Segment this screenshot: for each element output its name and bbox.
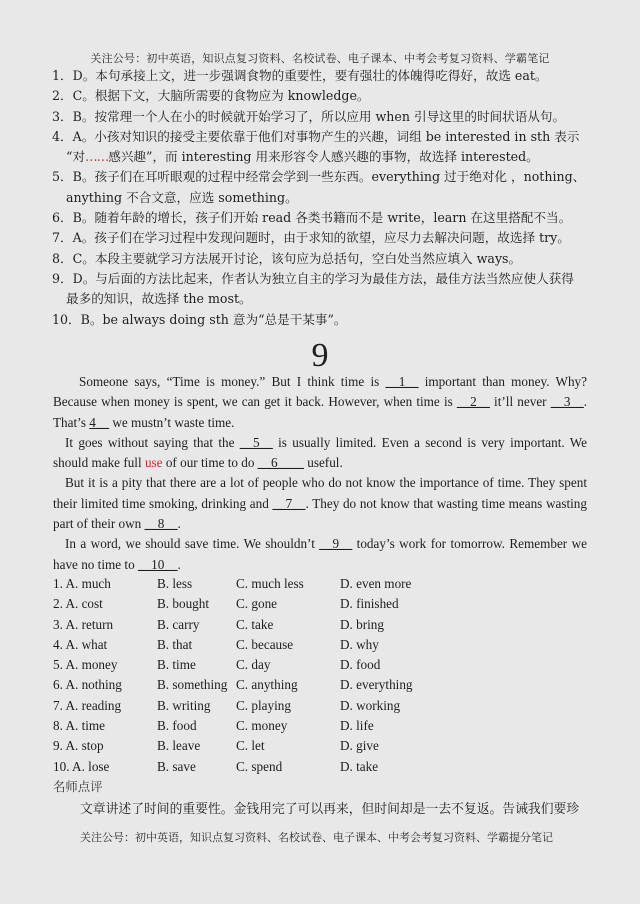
passage-text: we mustn’t waste time. xyxy=(109,414,235,430)
option-d: D. why xyxy=(340,636,379,652)
passage-text: . They do not know that wasting time means wasting part of their own xyxy=(53,495,587,532)
option-d: D. even more xyxy=(340,576,412,591)
option-row xyxy=(53,736,460,756)
blank-5: __5__ xyxy=(239,434,273,450)
blank-8: __8__ xyxy=(144,516,178,532)
answer-text: 9．D。与后面的方法比起来，作者认为独立自主的学习为最佳方法，最佳方法当然应使人获得 xyxy=(52,270,574,286)
section-number: 9 xyxy=(311,337,329,374)
option-row xyxy=(53,655,460,675)
option-a: 8. A. time xyxy=(53,718,106,734)
option-a: 3. A. return xyxy=(53,616,114,632)
option-d: D. food xyxy=(340,657,381,673)
blank-9: __9__ xyxy=(319,536,353,552)
answer-text: “对 xyxy=(66,149,86,165)
passage-text: of our time to do xyxy=(162,455,258,471)
passage-text: . xyxy=(177,556,181,572)
answer-text: 2．C。根据下文，大脑所需要的食物应为 knowledge。 xyxy=(52,88,370,104)
option-row xyxy=(53,615,460,635)
answer-item xyxy=(52,107,612,127)
option-c: C. take xyxy=(236,616,274,632)
option-b: B. time xyxy=(157,657,196,673)
teacher-comment-title: 名师点评 xyxy=(53,779,103,794)
answer-text: 10．B。be always doing sth 意为“总是干某事”。 xyxy=(52,311,347,327)
blank-1: __1__ xyxy=(385,374,419,389)
option-row xyxy=(53,635,460,655)
option-d: D. working xyxy=(340,697,401,713)
passage-text: In a word, we should save time. We shouldn’t xyxy=(65,536,320,552)
answer-continuation: 最多的知识，故选择 the most。 xyxy=(66,291,252,307)
option-d: D. finished xyxy=(340,596,399,612)
option-b: B. that xyxy=(157,636,193,652)
answer-item xyxy=(52,310,612,330)
answer-text: 6．B。随着年龄的增长，孩子们开始 read 各类书籍而不是 write，learn 在这里搭配不当。 xyxy=(52,210,572,226)
option-d: D. take xyxy=(340,758,379,774)
option-b: B. less xyxy=(157,576,193,591)
footer-note: 关注公号：初中英语，知识点复习资料、名校试卷、电子课本、中考会考复习资料、学霸提分笔记 xyxy=(80,831,553,844)
blank-4: 4__ xyxy=(89,414,110,430)
answer-text: 4．A。小孩对知识的接受主要依靠于他们对事物产生的兴趣，词组 be interested in sth 表示 xyxy=(52,128,580,144)
option-row xyxy=(53,574,460,594)
option-d: D. bring xyxy=(340,616,384,632)
option-b: B. bought xyxy=(157,596,210,612)
answer-continuation: anything 不合文意，应选 something。 xyxy=(66,189,298,205)
passage-paragraph xyxy=(53,433,587,474)
option-row xyxy=(53,757,460,777)
option-a: 4. A. what xyxy=(53,636,108,652)
answer-text: 7．A。孩子们在学习过程中发现问题时，由于求知的欲望，应尽力去解决问题，故选择 try。 xyxy=(52,230,570,246)
passage-text: is usually limited. Even a second is very important. We should make full xyxy=(53,434,587,471)
answer-text: 3．B。按常理一个人在小的时候就开始学习了，所以应用 when 引导这里的时间状语从句。 xyxy=(52,108,566,124)
blank-10: __10__ xyxy=(137,556,178,572)
blank-6: __6____ xyxy=(257,455,304,471)
answer-text: 5．B。孩子们在耳听眼观的过程中经常会学到一些东西。everything 过于绝对化 ，nothing、 xyxy=(52,169,586,185)
answer-continuation xyxy=(52,147,612,167)
answer-item xyxy=(52,86,612,106)
option-d: D. everything xyxy=(340,677,413,693)
answer-item xyxy=(52,66,612,86)
option-a: 6. A. nothing xyxy=(53,677,122,693)
passage-paragraph xyxy=(53,473,587,534)
teacher-comment-text: 文章讲述了时间的重要性。金钱用完了可以再来，但时间却是一去不复返。告诫我们要珍 xyxy=(80,802,580,817)
option-b: B. carry xyxy=(157,616,200,632)
answer-text: 感兴趣”，而 interesting 用来形容令人感兴趣的事物，故选择 interested。 xyxy=(108,149,539,165)
option-c: C. spend xyxy=(236,758,283,774)
option-a: 1. A. much xyxy=(53,576,111,591)
answer-item xyxy=(52,228,612,248)
option-c: C. playing xyxy=(236,697,291,713)
passage-text: It goes without saying that the xyxy=(65,434,240,450)
option-b: B. leave xyxy=(157,738,201,754)
option-a: 9. A. stop xyxy=(53,738,104,754)
option-c: C. because xyxy=(236,636,294,652)
option-b: B. food xyxy=(157,718,197,734)
answer-explanations xyxy=(52,66,612,330)
option-c: C. anything xyxy=(236,677,298,693)
answer-item xyxy=(52,127,612,168)
highlighted-word: use xyxy=(144,455,163,471)
option-row xyxy=(53,716,460,736)
answer-options xyxy=(53,574,460,777)
passage-paragraph xyxy=(53,534,587,575)
option-b: B. something xyxy=(157,677,228,693)
blank-3: __3__ xyxy=(550,394,584,410)
passage-text: useful. xyxy=(303,455,343,471)
option-c: C. much less xyxy=(236,576,304,591)
answer-text: 1．D。本句承接上文，进一步强调食物的重要性，要有强壮的体魄得吃得好，故选 eat。 xyxy=(52,68,548,83)
blank-2: __2__ xyxy=(456,394,490,410)
option-row xyxy=(53,594,460,614)
ellipsis-mark: …… xyxy=(85,149,109,165)
option-row xyxy=(53,696,460,716)
option-c: C. day xyxy=(236,657,271,673)
option-c: C. gone xyxy=(236,596,278,612)
option-c: C. let xyxy=(236,738,265,754)
option-d: D. give xyxy=(340,738,379,754)
passage-text: . xyxy=(177,516,181,532)
passage-text: today’s work for tomorrow. Remember we have no time to xyxy=(53,536,587,572)
passage-text: . That’s xyxy=(53,394,587,430)
option-d: D. life xyxy=(340,718,374,734)
cloze-passage xyxy=(53,372,587,575)
answer-item xyxy=(52,269,612,310)
answer-text: 8．C。本段主要就学习方法展开讨论，该句应为总括句，空白处当然应填入 ways。 xyxy=(52,250,522,266)
option-a: 7. A. reading xyxy=(53,697,122,713)
passage-text: But it is a pity that there are a lot of people who do not know the importance of time. They spent their limited time smoking, drinking and xyxy=(53,475,587,511)
option-row xyxy=(53,675,460,695)
passage-paragraph xyxy=(53,372,587,433)
answer-item xyxy=(52,208,612,228)
option-b: B. save xyxy=(157,758,196,774)
answer-item xyxy=(52,167,612,208)
passage-text: Someone says, “Time is money.” But I think time is xyxy=(79,374,386,389)
header-note: 关注公号：初中英语，知识点复习资料、名校试卷、电子课本、中考会考复习资料、学霸笔记 xyxy=(90,52,550,65)
passage-text: important than money. Why? Because when money is spent, we can get it back. However, when time is xyxy=(53,374,587,410)
option-b: B. writing xyxy=(157,697,211,713)
option-a: 10. A. lose xyxy=(53,758,110,774)
option-c: C. money xyxy=(236,718,288,734)
passage-text: it’ll never xyxy=(489,394,551,410)
option-a: 2. A. cost xyxy=(53,596,103,612)
option-a: 5. A. money xyxy=(53,657,118,673)
answer-item xyxy=(52,249,612,269)
blank-7: __7__ xyxy=(272,495,306,511)
